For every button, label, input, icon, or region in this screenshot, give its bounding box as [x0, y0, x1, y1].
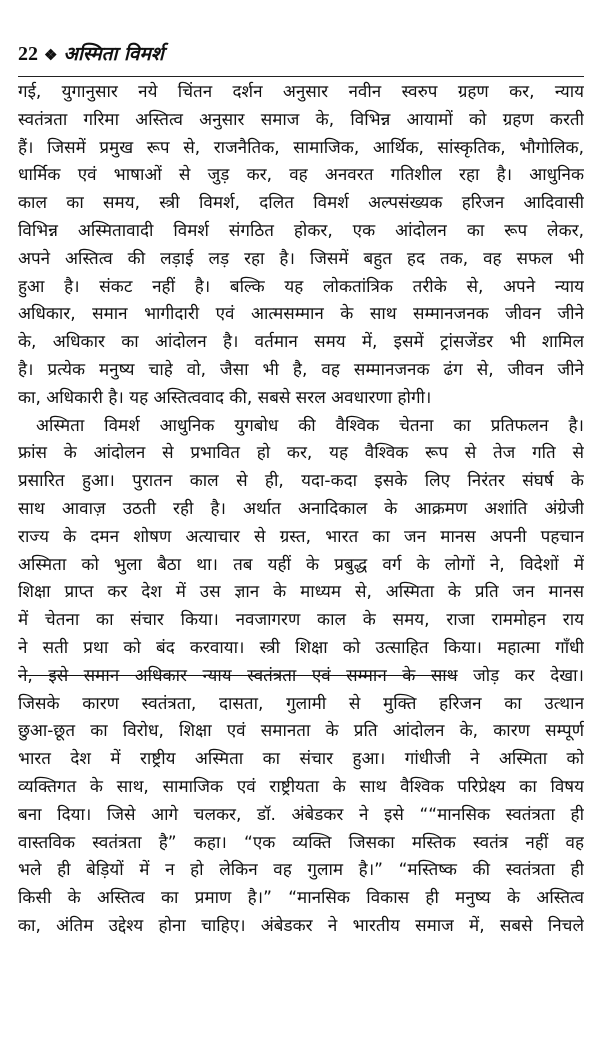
- body-text: [18, 79, 584, 941]
- text-line: है। प्रत्येक मनुष्य चाहे वो, जैसा भी है, वह सम्मानजनक ढंग से, जीवन जीने: [18, 359, 584, 380]
- running-header: [18, 40, 584, 76]
- text-line: स्वतंत्रता गरिमा अस्तित्व अनुसार समाज के, विभिन्न आयामों को ग्रहण करती: [18, 109, 584, 130]
- text-line: भले ही बेड़ियों में न हो लेकिन वह गुलाम है।” “मस्तिष्क की स्वतंत्रता ही: [18, 860, 584, 881]
- paragraph-1: [18, 79, 584, 413]
- book-title: अस्मिता विमर्श: [63, 43, 164, 65]
- text-line: अस्मिता को भुला बैठा था। तब यहीं के प्रबुद्ध वर्ग के लोगों ने, विदेशों में: [18, 554, 584, 575]
- line-end-text: जोड़ कर देखा।: [457, 665, 584, 686]
- text-line: जिसके कारण स्वतंत्रता, दासता, गुलामी से मुक्ति हरिजन का उत्थान: [18, 693, 584, 714]
- diamond-ornament-icon: ❖: [44, 46, 58, 64]
- text-line-struck: [18, 663, 584, 691]
- text-line: फ्रांस के आंदोलन से प्रभावित हो कर, यह वैश्विक रूप से तेज गति से: [18, 443, 584, 464]
- text-line: भारत देश में राष्ट्रीय अस्मिता का संचार हुआ। गांधीजी ने अस्मिता को: [18, 749, 584, 770]
- text-line: में चेतना का संचार किया। नवजागरण काल के समय, राजा राममोहन राय: [18, 610, 584, 631]
- text-line: हैं। जिसमें प्रमुख रूप से, राजनैतिक, सामाजिक, आर्थिक, सांस्कृतिक, भौगोलिक,: [18, 137, 584, 158]
- text-line: विभिन्न अस्मितावादी विमर्श संगठित होकर, एक आंदोलन का रूप लेकर,: [18, 220, 584, 241]
- text-line: किसी के अस्तित्व का प्रमाण है।” “मानसिक विकास ही मनुष्य के अस्तित्व: [18, 888, 584, 909]
- text-line: प्रसारित हुआ। पुरातन काल से ही, यदा-कदा इसके लिए निरंतर संघर्ष के: [18, 471, 584, 492]
- text-line: काल का समय, स्त्री विमर्श, दलित विमर्श अल्पसंख्यक हरिजन आदिवासी: [18, 193, 584, 214]
- text-line: साथ आवाज़ उठती रही है। अर्थात अनादिकाल के आक्रमण अशांति अंग्रेजी: [18, 498, 584, 519]
- text-line: गई, युगानुसार नये चिंतन दर्शन अनुसार नवीन स्वरुप ग्रहण कर, न्याय: [18, 82, 584, 102]
- struck-text: ने, इसे समान अधिकार न्याय स्वतंत्रता एवं सम्मान के साथ: [18, 665, 458, 686]
- text-line: अपने अस्तित्व की लड़ाई लड़ रहा है। जिसमें बहुत हद तक, वह सफल भी: [18, 248, 584, 269]
- page-number: 22: [18, 43, 38, 65]
- text-line: छुआ-छूत का विरोध, शिक्षा एवं समानता के प्रति आंदोलन के, कारण सम्पूर्ण: [18, 721, 584, 742]
- text-line: व्यक्तिगत के साथ, सामाजिक एवं राष्ट्रीयता के साथ वैश्विक परिप्रेक्ष्य का विषय: [18, 776, 584, 797]
- text-line: का, अधिकारी है। यह अस्तित्ववाद की, सबसे सरल अवधारणा होगी।: [18, 387, 432, 408]
- paragraph-2: [18, 413, 584, 941]
- text-line: अस्मिता विमर्श आधुनिक युगबोध की वैश्विक चेतना का प्रतिफलन है।: [36, 415, 584, 436]
- text-line: के, अधिकार का आंदोलन है। वर्तमान समय में, इसमें ट्रांसजेंडर भी शामिल: [18, 332, 584, 353]
- text-line: का, अंतिम उद्देश्य होना चाहिए। अंबेडकर ने भारतीय समाज में, सबसे निचले: [18, 915, 584, 936]
- text-line: शिक्षा प्राप्त कर देश में उस ज्ञान के माध्यम से, अस्मिता के प्रति जन मानस: [18, 582, 584, 603]
- text-line: हुआ है। संकट नहीं है। बल्कि यह लोकतांत्रिक तरीके से, अपने न्याय: [18, 276, 584, 297]
- text-line: धार्मिक एवं भाषाओं से जुड़ कर, वह अनवरत गतिशील रहा है। आधुनिक: [18, 165, 584, 186]
- text-line: ने सती प्रथा को बंद करवाया। स्त्री शिक्षा को उत्साहित किया। महात्मा गाँधी: [18, 637, 584, 658]
- text-line: वास्तविक स्वतंत्रता है” कहा। “एक व्यक्ति जिसका मस्तिक स्वतंत्र नहीं वह: [18, 832, 584, 853]
- text-line: अधिकार, समान भागीदारी एवं आत्मसम्मान के साथ सम्मानजनक जीवन जीने: [18, 304, 584, 325]
- header-rule: [18, 76, 584, 77]
- text-line: बना दिया। जिसे आगे चलकर, डॉ. अंबेडकर ने इसे ““मानसिक स्वतंत्रता ही: [18, 804, 584, 825]
- text-line: राज्य के दमन शोषण अत्याचार से ग्रस्त, भारत का जन मानस अपनी पहचान: [18, 526, 584, 547]
